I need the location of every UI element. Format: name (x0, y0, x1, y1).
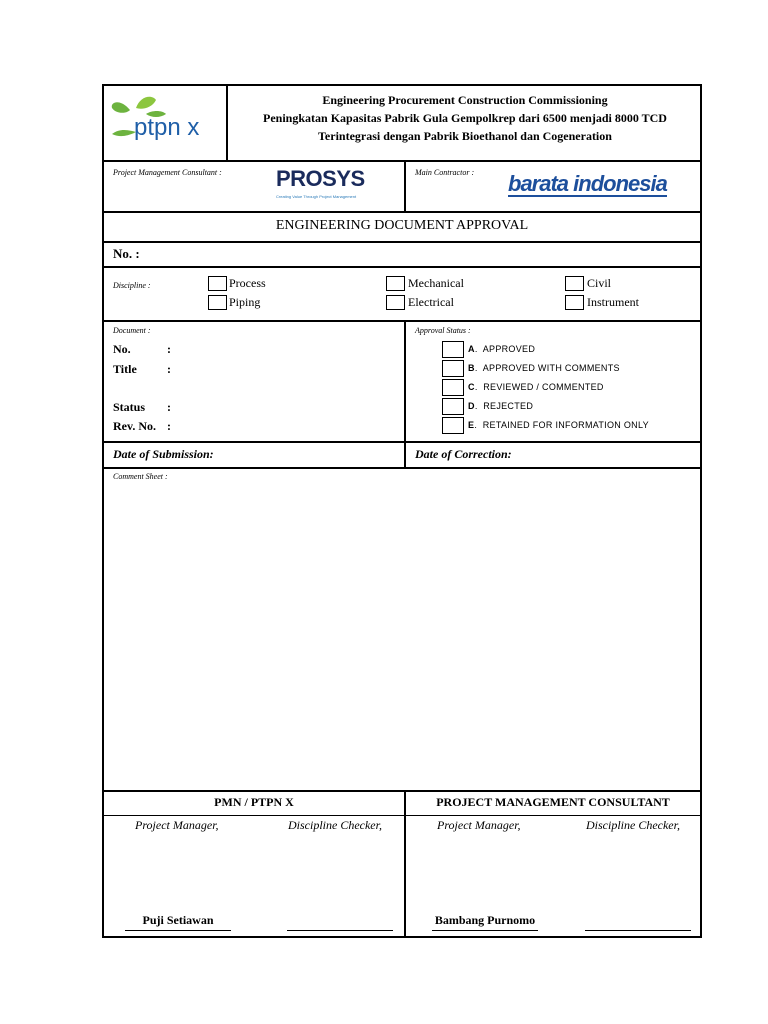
left-discipline-checker-signature-line[interactable] (287, 930, 393, 931)
left-discipline-checker-role: Discipline Checker, (288, 818, 382, 832)
approval-form (102, 84, 702, 938)
discipline-civil-checkbox[interactable] (565, 276, 584, 291)
approval-b-text: APPROVED WITH COMMENTS (482, 363, 620, 373)
approval-d-key: D (468, 401, 475, 411)
header-title-line-1: Engineering Procurement Construction Commissioning (322, 93, 608, 107)
discipline-instrument-label: Instrument (587, 295, 639, 309)
approval-e-checkbox[interactable] (442, 417, 464, 434)
approval-a-option: A. APPROVED (468, 344, 536, 354)
approval-d-text: REJECTED (483, 401, 534, 411)
header-title-line-3: Terintegrasi dengan Pabrik Bioethanol dan Cogeneration (318, 129, 612, 143)
comment-sheet-label: Comment Sheet : (113, 472, 168, 481)
approval-b-option: B. APPROVED WITH COMMENTS (468, 363, 620, 373)
approval-c-option: C. REVIEWED / COMMENTED (468, 382, 604, 392)
discipline-mechanical-label: Mechanical (408, 276, 464, 290)
discipline-electrical-label: Electrical (408, 295, 454, 309)
right-project-manager-signature-line (432, 930, 538, 931)
discipline-mechanical-checkbox[interactable] (386, 276, 405, 291)
date-of-correction-label: Date of Correction: (415, 447, 512, 461)
ptpn-logo-text: ptpn x (134, 114, 200, 141)
approval-b-checkbox[interactable] (442, 360, 464, 377)
discipline-electrical-checkbox[interactable] (386, 295, 405, 310)
signature-left-header: PMN / PTPN X (214, 795, 294, 809)
contractor-label: Main Contractor : (415, 168, 475, 177)
document-title-label: Title (113, 362, 137, 376)
comment-sheet-area[interactable] (104, 469, 700, 789)
approval-c-checkbox[interactable] (442, 379, 464, 396)
document-label: Document : (113, 326, 151, 335)
right-project-manager-name: Bambang Purnomo (434, 913, 536, 927)
approval-c-key: C (468, 382, 475, 392)
approval-a-checkbox[interactable] (442, 341, 464, 358)
approval-a-key: A (468, 344, 475, 354)
approval-a-text: APPROVED (482, 344, 536, 354)
left-project-manager-name: Puji Setiawan (142, 913, 214, 927)
discipline-piping-label: Piping (229, 295, 261, 309)
approval-e-key: E (468, 420, 475, 430)
barata-logo: barata indonesia (508, 171, 667, 196)
form-number-label: No. : (113, 246, 140, 261)
approval-c-text: REVIEWED / COMMENTED (483, 382, 604, 392)
right-discipline-checker-role: Discipline Checker, (586, 818, 680, 832)
signature-right-header: PROJECT MANAGEMENT CONSULTANT (436, 795, 670, 809)
right-project-manager-role: Project Manager, (437, 818, 521, 832)
prosys-logo (276, 166, 372, 208)
left-project-manager-signature-line (125, 930, 231, 931)
consultant-label: Project Management Consultant : (113, 168, 222, 177)
discipline-label: Discipline : (113, 281, 151, 290)
document-status-label: Status (113, 400, 146, 414)
discipline-process-label: Process (229, 276, 266, 290)
document-rev-label: Rev. No. (113, 419, 156, 433)
approval-status-label: Approval Status : (415, 326, 471, 335)
approval-b-key: B (468, 363, 475, 373)
approval-d-option: D. REJECTED (468, 401, 534, 411)
document-no-label: No. (113, 342, 131, 356)
approval-d-checkbox[interactable] (442, 398, 464, 415)
discipline-civil-label: Civil (587, 276, 612, 290)
discipline-instrument-checkbox[interactable] (565, 295, 584, 310)
left-project-manager-role: Project Manager, (135, 818, 219, 832)
prosys-logo-text: PROSYS (276, 166, 365, 191)
form-title: ENGINEERING DOCUMENT APPROVAL (275, 218, 529, 233)
approval-e-option: E. RETAINED FOR INFORMATION ONLY (468, 420, 649, 430)
document-title-colon: : (167, 362, 171, 376)
right-discipline-checker-signature-line[interactable] (585, 930, 691, 931)
header-title-line-2: Peningkatan Kapasitas Pabrik Gula Gempolkrep dari 6500 menjadi 8000 TCD (263, 111, 667, 125)
discipline-process-checkbox[interactable] (208, 276, 227, 291)
document-rev-colon: : (167, 419, 171, 433)
header-title (228, 91, 702, 145)
document-no-colon: : (167, 342, 171, 356)
prosys-logo-tagline: Creating Value Through Project Management (276, 194, 357, 199)
approval-e-text: RETAINED FOR INFORMATION ONLY (482, 420, 649, 430)
discipline-piping-checkbox[interactable] (208, 295, 227, 310)
date-of-submission-label: Date of Submission: (113, 447, 214, 461)
document-status-colon: : (167, 400, 171, 414)
